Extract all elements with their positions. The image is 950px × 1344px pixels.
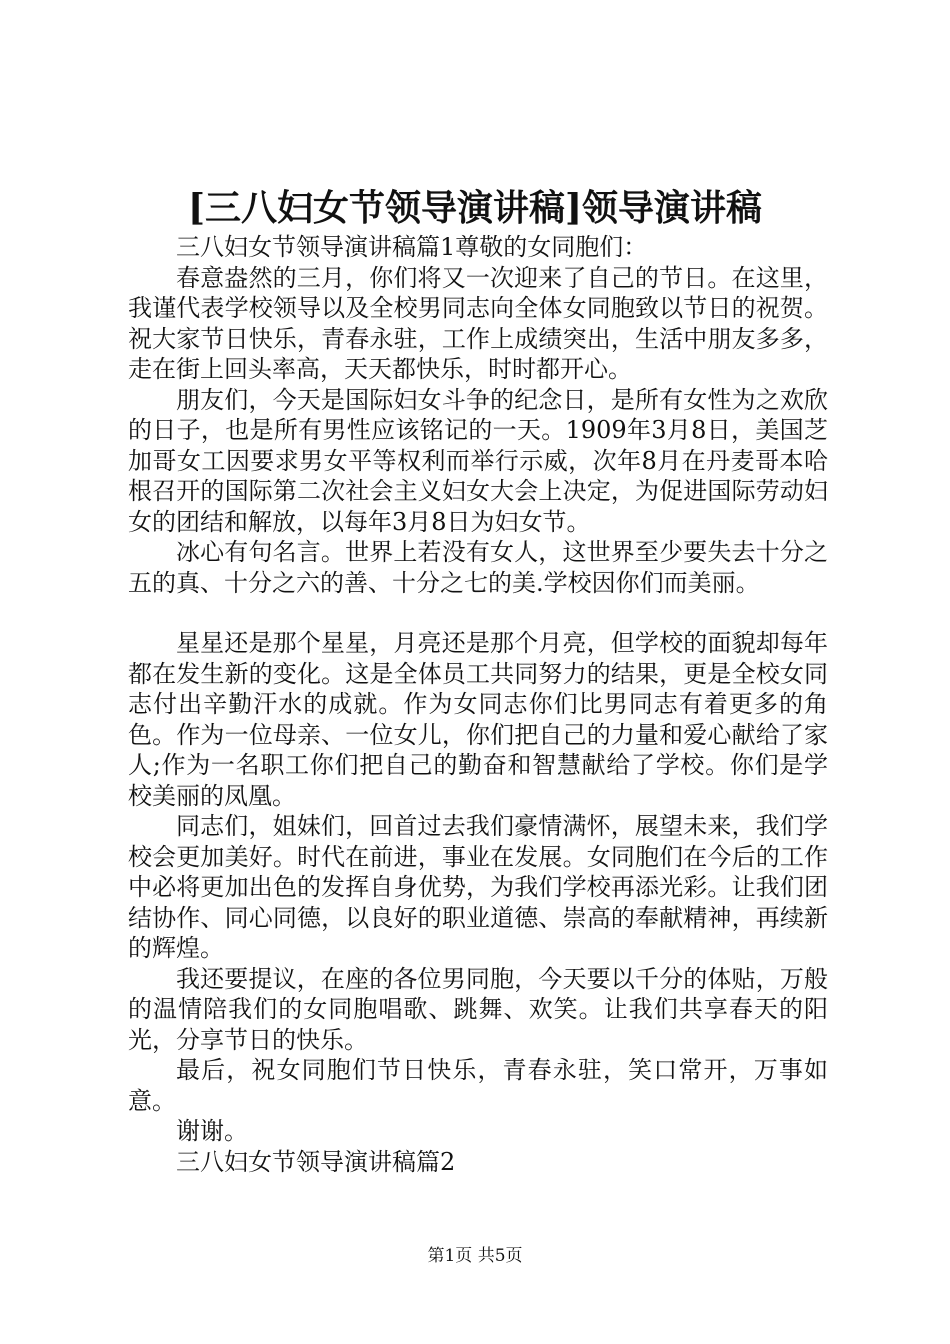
document-title: [三八妇女节领导演讲稿]领导演讲稿 bbox=[187, 187, 763, 229]
paragraph-next-section-heading: 三八妇女节领导演讲稿篇2 bbox=[176, 1147, 456, 1176]
paragraph-salutation: 三八妇女节领导演讲稿篇1尊敬的女同胞们： bbox=[176, 233, 648, 261]
paragraph-future: 同志们，姐妹们，回首过去我们豪情满怀，展望未来，我们学校会更加美好。时代在前进，事业在发展。女同胞们在今后的工作中必将更加出色的发挥自身优势，为我们学校再添光彩。让我们团结协作、同心同德，以良好的职业道德、崇高的奉献精神，再续新的辉煌。 bbox=[128, 812, 828, 962]
document-body bbox=[128, 232, 828, 1177]
paragraph-greeting: 春意盎然的三月，你们将又一次迎来了自己的节日。在这里，我谨代表学校领导以及全校男同志向全体女同胞致以节日的祝贺。祝大家节日快乐，青春永驻，工作上成绩突出，生活中朋友多多，走在街上回头率高，天天都快乐，时时都开心。 bbox=[128, 263, 828, 383]
paragraph-proposal: 我还要提议，在座的各位男同胞，今天要以千分的体贴，万般的温情陪我们的女同胞唱歌、跳舞、欢笑。让我们共享春天的阳光，分享节日的快乐。 bbox=[128, 964, 828, 1054]
paragraph-womens-day-history: 朋友们，今天是国际妇女斗争的纪念日，是所有女性为之欢欣的日子，也是所有男性应该铭记的一天。1909年3月8日，美国芝加哥女工因要求男女平等权利而举行示威，次年8月在丹麦哥本哈根召开的国际第二次社会主义妇女大会上决定，为促进国际劳动妇女的团结和解放，以每年3月8日为妇女节。 bbox=[128, 385, 828, 536]
paragraph-bingxin-quote: 冰心有句名言。世界上若没有女人，这世界至少要失去十分之五的真、十分之六的善、十分之七的美.学校因你们而美丽。 bbox=[128, 538, 828, 597]
page-number-footer: 第1页 共5页 bbox=[427, 1246, 523, 1266]
paragraph-school-changes: 星星还是那个星星，月亮还是那个月亮，但学校的面貌却每年都在发生新的变化。这是全体员工共同努力的结果，更是全校女同志付出辛勤汗水的成就。作为女同志你们比男同志有着更多的角色。作为一位母亲、一位女儿，你们把自己的力量和爱心献给了家人;作为一名职工你们把自己的勤奋和智慧献给了学校。你们是学校美丽的凤凰。 bbox=[128, 629, 828, 810]
paragraph-closing-wishes: 最后，祝女同胞们节日快乐，青春永驻，笑口常开，万事如意。 bbox=[128, 1056, 828, 1115]
paragraph-thanks: 谢谢。 bbox=[176, 1117, 248, 1145]
